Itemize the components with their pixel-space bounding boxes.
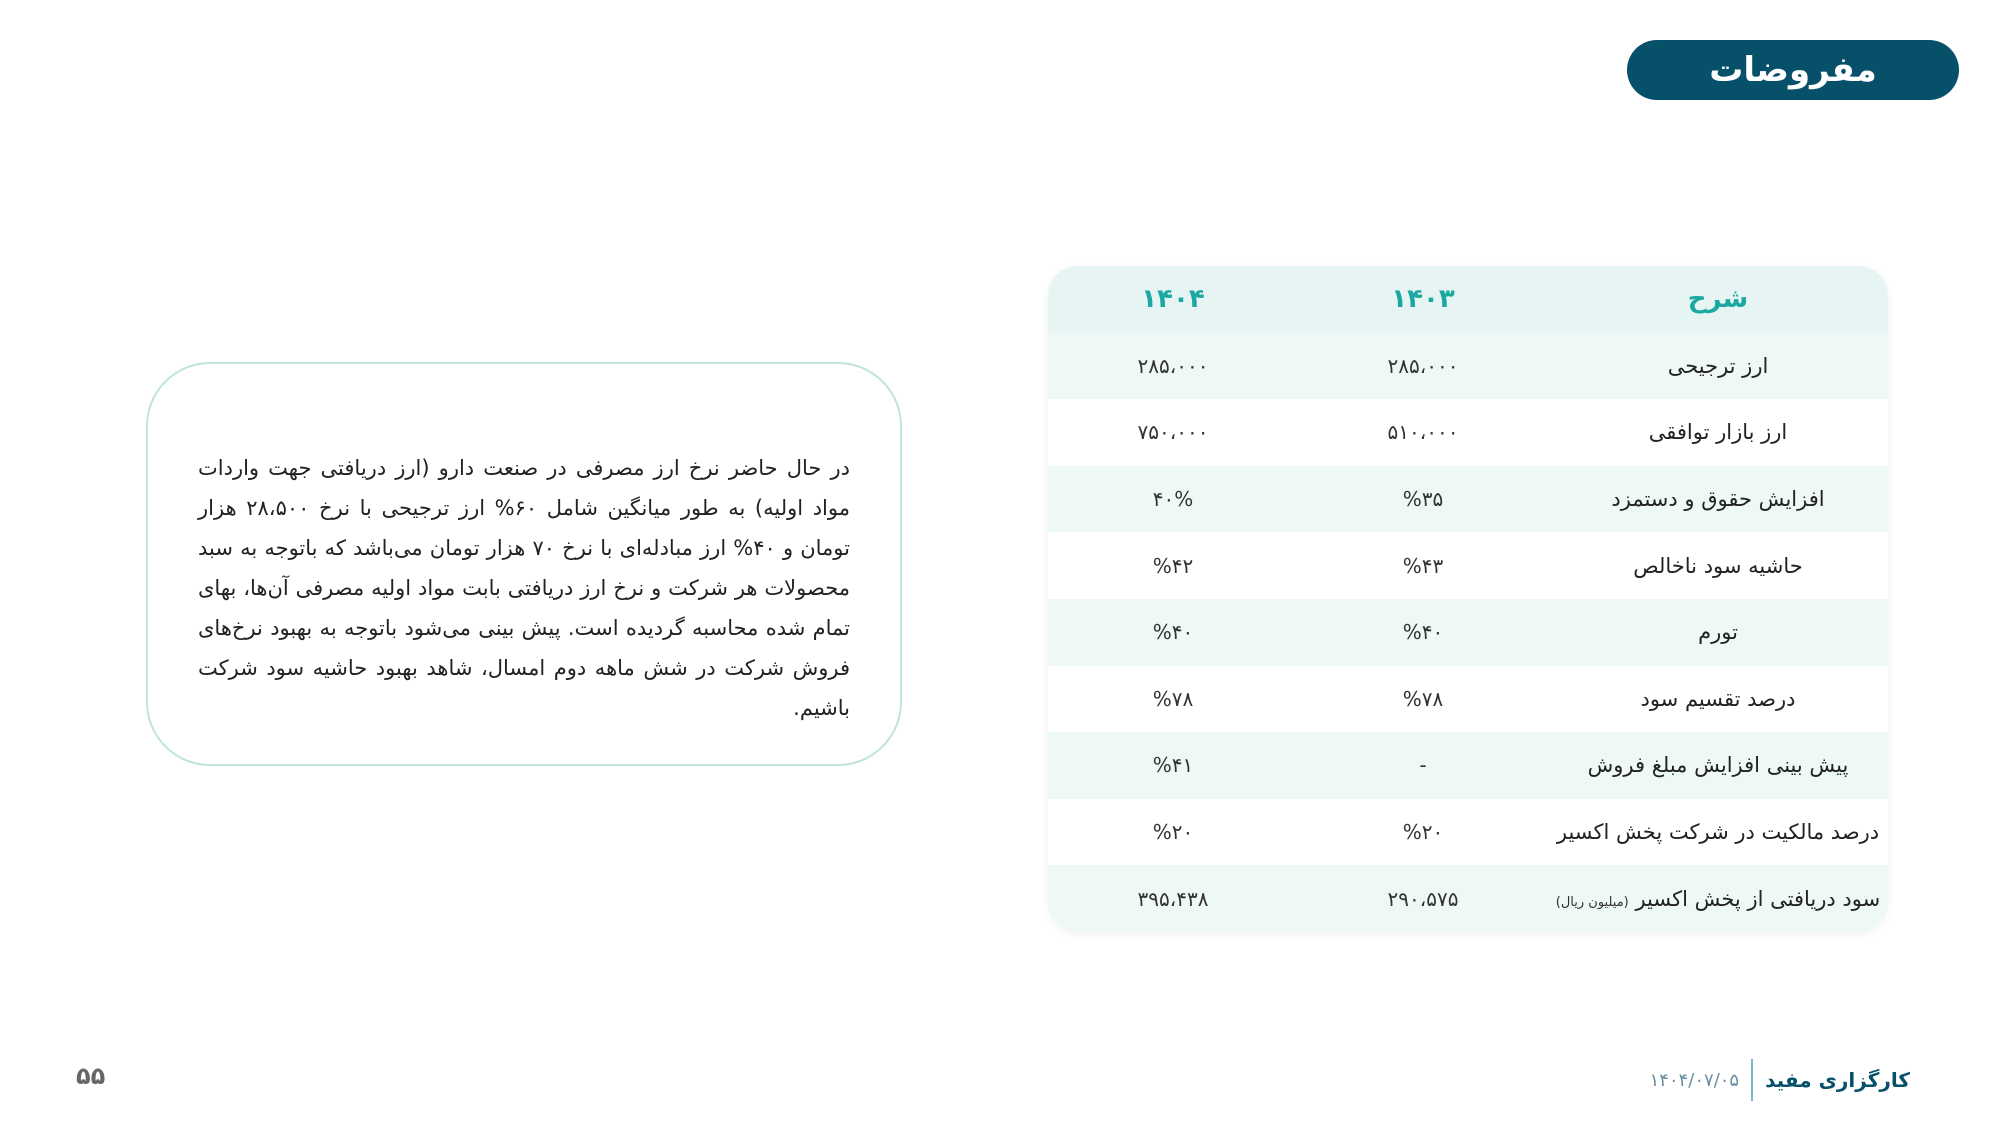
table-row	[1048, 865, 1888, 932]
table-header-row	[1048, 266, 1888, 333]
explanation-box	[146, 362, 902, 766]
row-value-1403: %۷۸	[1402, 686, 1444, 711]
row-desc: ارز بازار توافقی	[1648, 420, 1788, 445]
footer-divider	[1751, 1059, 1753, 1101]
row-value-1404: ۴۰%	[1152, 487, 1194, 512]
row-value-1403: %۲۰	[1402, 820, 1444, 845]
row-value-1404: %۴۲	[1152, 553, 1194, 578]
row-value-1403: ۵۱۰،۰۰۰	[1387, 420, 1459, 445]
row-value-1404: ۷۵۰،۰۰۰	[1137, 420, 1209, 445]
page-number: ۵۵	[76, 1062, 106, 1090]
row-value-1403: -	[1419, 753, 1427, 778]
row-value-1403: ۲۹۰،۵۷۵	[1387, 886, 1459, 911]
header-1403: ۱۴۰۳	[1391, 284, 1455, 315]
row-desc: ارز ترجیحی	[1667, 353, 1769, 378]
row-unit: (میلیون ریال)	[1555, 894, 1629, 910]
row-value-1404: %۷۸	[1152, 686, 1194, 711]
table-row	[1048, 599, 1888, 666]
table-row	[1048, 532, 1888, 599]
page-title: مفروضات	[1627, 40, 1959, 100]
header-desc: شرح	[1687, 284, 1749, 315]
table-row	[1048, 399, 1888, 466]
row-desc: افزایش حقوق و دستمزد	[1611, 487, 1825, 512]
row-value-1404: ۳۹۵،۴۳۸	[1137, 886, 1209, 911]
table-row	[1048, 732, 1888, 799]
row-desc: پیش بینی افزایش مبلغ فروش	[1587, 753, 1849, 778]
table-row	[1048, 799, 1888, 866]
row-value-1403: %۴۰	[1402, 620, 1444, 645]
table-row	[1048, 666, 1888, 733]
table-row	[1048, 466, 1888, 533]
row-desc: درصد مالکیت در شرکت پخش اکسیر	[1556, 820, 1880, 845]
row-value-1403: %۳۵	[1402, 487, 1444, 512]
row-value-1403: ۲۸۵،۰۰۰	[1387, 353, 1459, 378]
row-desc: تورم	[1698, 620, 1738, 645]
row-desc: حاشیه سود ناخالص	[1633, 553, 1803, 578]
footer-date: ۱۴۰۴/۰۷/۰۵	[1649, 1069, 1740, 1091]
header-1404: ۱۴۰۴	[1141, 284, 1205, 315]
row-desc: درصد تقسیم سود	[1640, 686, 1796, 711]
row-value-1404: %۴۰	[1152, 620, 1194, 645]
row-value-1403: %۴۳	[1402, 553, 1444, 578]
brand-name: کارگزاری مفید	[1765, 1068, 1910, 1092]
explanation-text: در حال حاضر نرخ ارز مصرفی در صنعت دارو (ارز دریافتی جهت واردات مواد اولیه) به طور میانگین شامل ۶۰% ارز ترجیحی با نرخ ۲۸،۵۰۰ هزار تومان و ۴۰% ارز مبادله‌ای با نرخ ۷۰ هزار تومان می‌باشد که باتوجه به سبد محصولات هر شرکت و نرخ ارز دریافتی بابت مواد اولیه مصرفی آن‌ها، بهای تمام شده محاسبه گردیده است. پیش بینی می‌شود باتوجه به بهبود نرخ‌های فروش شرکت در شش ماهه دوم امسال، شاهد بهبود حاشیه سود شرکت باشیم.	[198, 456, 850, 720]
footer-brand-block	[1650, 1058, 1910, 1102]
assumptions-table	[1048, 266, 1888, 932]
row-value-1404: %۴۱	[1152, 753, 1194, 778]
row-value-1404: ۲۸۵،۰۰۰	[1137, 353, 1209, 378]
row-desc	[1548, 887, 1888, 911]
row-value-1404: %۲۰	[1152, 820, 1194, 845]
table-row	[1048, 333, 1888, 400]
row-desc-text: سود دریافتی از پخش اکسیر	[1635, 886, 1881, 911]
